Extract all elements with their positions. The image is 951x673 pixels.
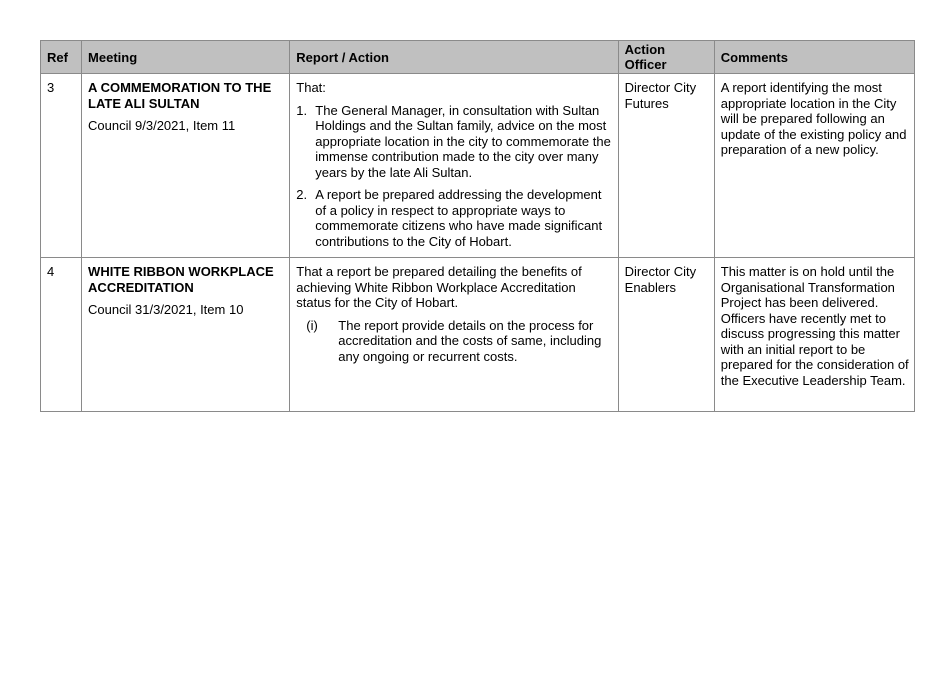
list-marker: (i): [306, 317, 318, 333]
cell-ref: 3: [41, 74, 82, 258]
table-header-row: [41, 41, 915, 74]
list-item: [296, 103, 612, 181]
list-item: [296, 318, 612, 365]
cell-report-action: [290, 74, 618, 258]
meeting-reference: Council 9/3/2021, Item 11: [88, 118, 236, 133]
column-header-meeting: Meeting: [82, 41, 290, 74]
table-body: [41, 74, 915, 412]
report-intro: That:: [296, 80, 326, 95]
cell-comments: This matter is on hold until the Organisational Transformation Project has been delivered. Officers have recently met to discuss progressing this matter with an initial report to be prepared for the consideration of the Executive Leadership Team.: [714, 258, 914, 412]
cell-report-action: [290, 258, 618, 412]
list-item-text: The General Manager, in consultation with Sultan Holdings and the Sultan family, advice on the most appropriate location in the city to commemorate the immense contribution made to the city over many years by the late Ali Sultan.: [315, 102, 611, 180]
list-item-text: A report be prepared addressing the development of a policy in respect to appropriate ways to commemorate citizens who have made significant contributions to the City of Hobart.: [315, 187, 603, 249]
column-header-officer: Action Officer: [618, 41, 714, 74]
table-row: [41, 258, 915, 412]
list-marker: 2.: [296, 187, 308, 202]
list-item: [296, 187, 612, 249]
meeting-title: WHITE RIBBON WORKPLACE ACCREDITATION: [88, 264, 274, 295]
list-marker: 1.: [296, 102, 308, 118]
column-header-comments: Comments: [714, 41, 914, 74]
table-header: [41, 41, 915, 74]
cell-action-officer: Director City Enablers: [618, 258, 714, 412]
cell-comments: A report identifying the most appropriate location in the City will be prepared following an update of the existing policy and preparation of a new policy.: [714, 74, 914, 258]
list-item-text: The report provide details on the process for accreditation and the costs of same, including any ongoing or recurrent costs.: [338, 317, 602, 364]
column-header-report: Report / Action: [290, 41, 618, 74]
cell-meeting: [82, 74, 290, 258]
cell-ref: 4: [41, 258, 82, 412]
meeting-title: A COMMEMORATION TO THE LATE ALI SULTAN: [88, 80, 272, 111]
cell-meeting: [82, 258, 290, 412]
cell-action-officer: Director City Futures: [618, 74, 714, 258]
column-header-ref: Ref: [41, 41, 82, 74]
report-numbered-list: [296, 103, 612, 250]
table-row: [41, 74, 915, 258]
report-intro: That a report be prepared detailing the benefits of achieving White Ribbon Workplace Accreditation status for the City of Hobart.: [296, 264, 582, 310]
meeting-reference: Council 31/3/2021, Item 10: [88, 302, 244, 317]
action-items-table: [40, 40, 915, 412]
